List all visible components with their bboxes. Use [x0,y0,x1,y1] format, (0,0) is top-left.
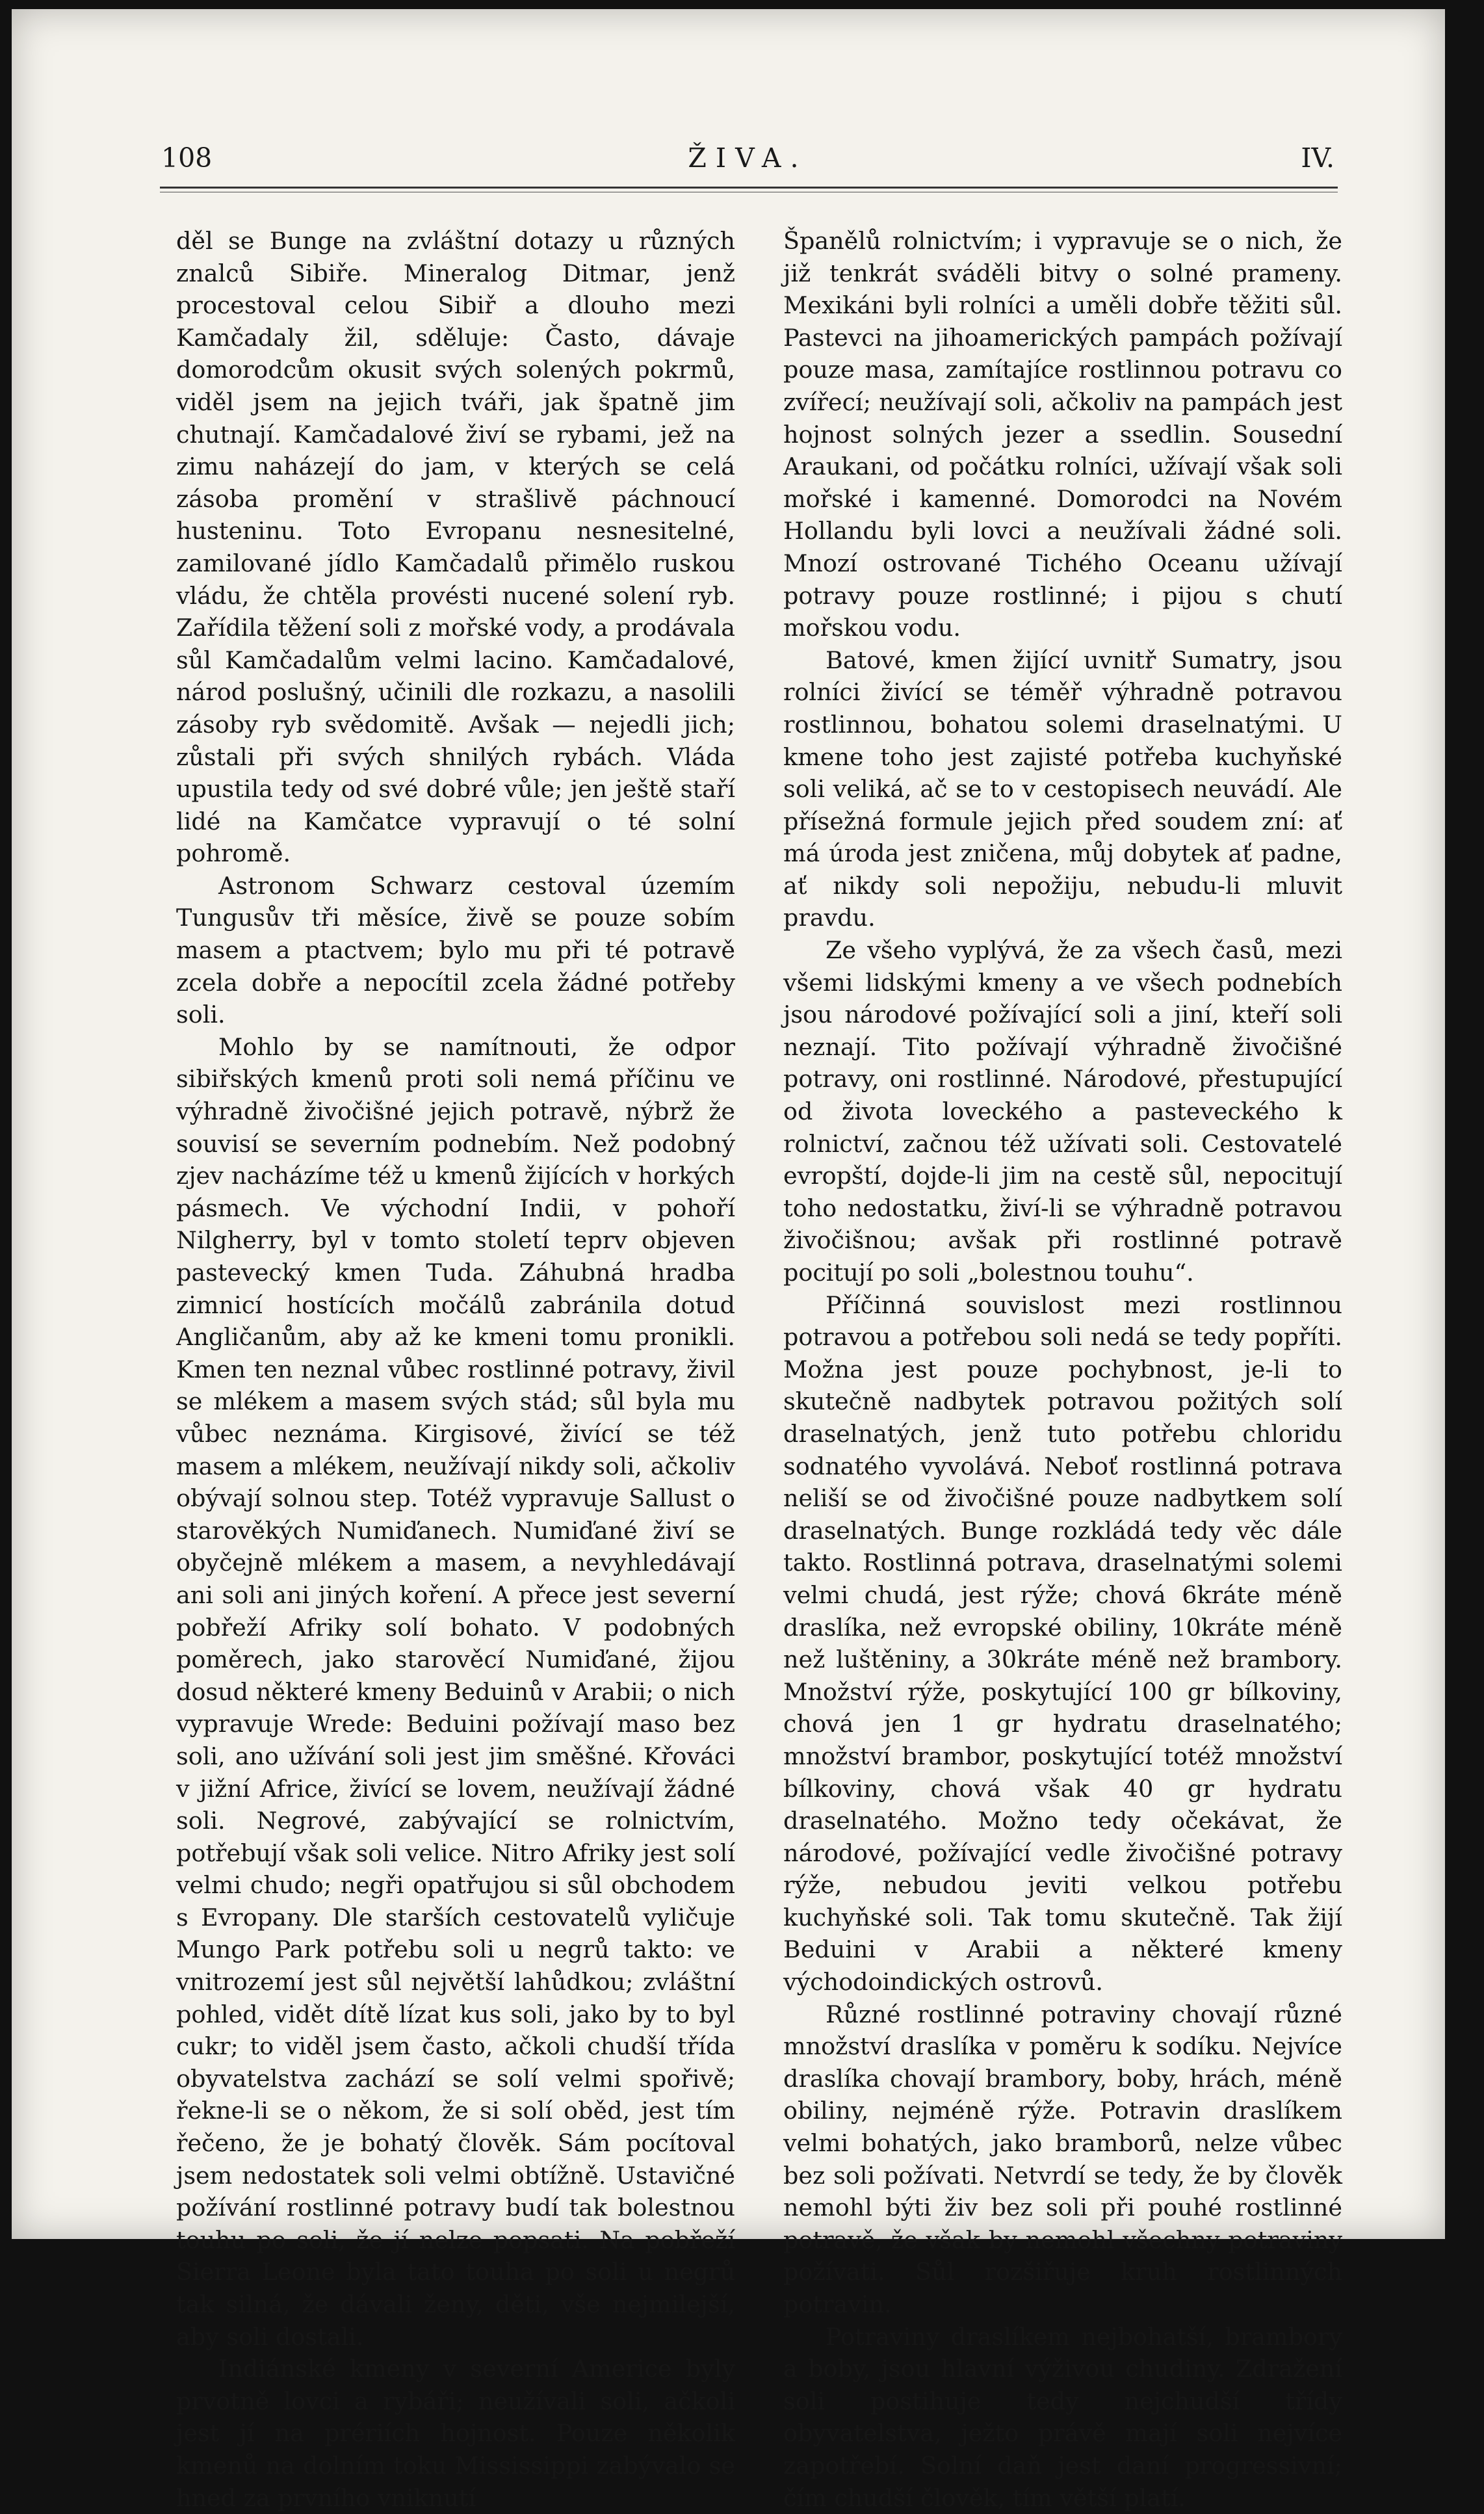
paragraph: Potraviny draslíkem nejbohatší, brambory a boby, jsou hlavní výživou chudiny. Zdražení soli postihuje tedy nejchudší třídy obyvatelstva, ježto právě mají soli nejvíce zapotřebí. Solní daň jest daní progressivní; čím chudší člověk, tím větší platí. [783,2322,1342,2512]
running-header [161,142,1334,188]
journal-title: ŽIVA. [688,142,808,174]
paragraph: Batové, kmen žijící uvnitř Sumatry, jsou rolníci živící se téměř výhradně potravou rostlinnou, bohatou solemi draselnatými. U kmene toho jest zajisté potřeba kuchyňské soli veliká, ač se to v cestopisech neuvádí. Ale přísežná formule jejich před soudem zní: ať má úroda jest zničena, můj dobytek ať padne, ať nikdy soli nepožiju, nebudu-li mluvit pravdu. [783,646,1342,932]
paragraph: Indiánské kmeny v severní Americe byly prvotně lovci a rybáři; neužívali soli, ačkoli jest jí na prériích hojnost. Pouze několik kmenů na dolním toku Mississippi zabývalo se hned za prvního vniknutí [176,2355,735,2512]
page-number: 108 [161,142,213,174]
paragraph: Příčinná souvislost mezi rostlinnou potravou a potřebou soli nedá se tedy popříti. Možna jest pouze pochybnost, je-li to skutečně nadbytek potravou požitých solí draselnatých, jenž tuto potřebu chloridu sodnatého vyvolává. Neboť rostlinná potrava neliší se od živočišné pouze nadbytkem solí draselnatých. Bunge rozkládá tedy věc dále takto. Rostlinná potrava, draselnatými solemi velmi chudá, jest rýže; chová 6kráte méně draslíka, než evropské obiliny, 10kráte méně než luštěniny, a 30kráte méně než brambory. Množství rýže, poskytující 100 gr bílkoviny, chová jen 1 gr hydratu draselnatého; množství brambor, poskytující totéž množství bílkoviny, chová však 40 gr hydratu draselnatého. Možno tedy očekávat, že národové, požívající vedle živočišné potravy rýže, nebudou jeviti velkou potřebu kuchyňské soli. Tak tomu skutečně. Tak žijí Beduini v Arabii a některé kmeny východoindických ostrovů. [783,1290,1342,1997]
volume-number: IV. [1301,142,1334,174]
paragraph: Mohlo by se namítnouti, že odpor sibiřských kmenů proti soli nemá příčinu ve výhradně živočišné jejich potravě, nýbrž že souvisí se severním podnebím. Než podobný zjev nacházíme též u kmenů žijících v horkých pásmech. Ve východní Indii, v pohoří Nilgherry, byl v tomto století teprv objeven pastevecký kmen Tuda. Záhubná hradba zimnicí hostících močálů zabránila dotud Angličanům, aby až ke kmeni tomu pronikli. Kmen ten neznal vůbec rostlinné potravy, živil se mlékem a masem svých stád; sůl byla mu vůbec neznáma. Kirgisové, živící se též masem a mlékem, neužívají nikdy soli, ačkoliv obývají solnou step. Totéž vypravuje Sallust o starověkých Numiďanech. Numiďané živí se obyčejně mlékem a masem, a nevyhledávají ani soli ani jiných koření. A přece jest severní pobřeží Afriky solí bohato. V podobných poměrech, jako starověcí Numiďané, žijou dosud některé kmeny Beduinů v Arabii; o nich vypravuje Wrede: Beduini požívají maso bez soli, ano užívání soli jest jim směšné. Křováci v jižní Africe, živící se lovem, neužívají žádné soli. Negrové, zabývající se rolnictvím, potřebují však soli velice. Nitro Afriky jest solí velmi chudo; negři opatřujou si sůl obchodem s Evropany. Dle starších cestovatelů vyličuje Mungo Park potřebu soli u negrů takto: ve vnitrozemí jest sůl největší lahůdkou; zvláštní pohled, vidět dítě lízat kus soli, jako by to byl cukr; to viděl jsem často, ačkoli chudší třída obyvatelstva zachází se solí velmi spořivě; řekne-li se o někom, že si solí oběd, jest tím řečeno, že je bohatý člověk. Sám pocítoval jsem nedostatek soli velmi obtížně. Ustavičné požívání rostlinné potravy budí tak bolestnou touhu po soli, že jí nelze popsati. Na pobřeží Sierra Leone byla tato touha po soli u negrů tak silná, že dávali ženy, děti, vše nejmilejší, aby soli dostali. [176,1032,735,2351]
page [12,9,1445,2512]
paragraph: děl se Bunge na zvláštní dotazy u různých znalců Sibiře. Mineralog Ditmar, jenž procestoval celou Sibiř a dlouho mezi Kamčadaly žil, sděluje: Často, dávaje domorodcům okusit svých solených pokrmů, viděl jsem na jejich tváři, jak špatně jim chutnají. Kamčadalové živí se rybami, jež na zimu naházejí do jam, v kterých se celá zásoba promění v strašlivě páchnoucí husteninu. Toto Evropanu nesnesitelné, zamilované jídlo Kamčadalů přimělo ruskou vládu, že chtěla provésti nucené solení ryb. Zařídila těžení soli z mořské vody, a prodávala sůl Kamčadalům velmi lacino. Kamčadalové, národ poslušný, učinili dle rozkazu, a nasolili zásoby ryb svědomitě. Avšak — nejedli jich; zůstali při svých shnilých rybách. Vláda upustila tedy od své dobré vůle; jen ještě staří lidé na Kamčatce vypravují o té solní pohromě. [176,227,735,868]
paragraph: Různé rostlinné potraviny chovají různé množství draslíka v poměru k sodíku. Nejvíce draslíka chovají brambory, boby, hrách, méně obiliny, nejméně rýže. Potravin draslíkem velmi bohatých, jako bramborů, nelze vůbec bez soli požívati. Netvrdí se tedy, že by člověk nemohl býti živ bez soli při pouhé rostlinné potravě, že však by nemohl všechny potraviny požívati. Sůl rozšiřuje kruh rostlinných potravin. [783,2000,1342,2318]
paragraph: Ze všeho vyplývá, že za všech časů, mezi všemi lidskými kmeny a ve všech podnebích jsou národové požívající soli a jiní, kteří soli neznají. Tito požívají výhradně živočišné potravy, oni rostlinné. Národové, přestupující od života loveckého a pasteveckého k rolnictví, začnou též užívati soli. Cestovatelé evropští, dojde-li jim na cestě sůl, nepocitují toho nedostatku, živí-li se výhradně potravou živočišnou; avšak při rostlinné potravě pocitují po soli „bolestnou touhu“. [783,936,1342,1287]
left-column [176,225,735,2514]
right-column [783,225,1342,2514]
paragraph: Španělů rolnictvím; i vypravuje se o nich, že již tenkrát sváděli bitvy o solné prameny. Mexikáni byli rolníci a uměli dobře těžiti sůl. Pastevci na jihoamerických pampách požívají pouze masa, zamítajíce rostlinnou potravu co zvířecí; neužívají soli, ačkoliv na pampách jest hojnost solných jezer a ssedlin. Sousední Araukani, od počátku rolníci, užívají však soli mořské i kamenné. Domorodci na Novém Hollandu byli lovci a neužívali žádné soli. Mnozí ostrované Tichého Oceanu užívají potravy pouze rostlinné; i pijou s chutí mořskou vodu. [783,227,1342,642]
header-rule [160,187,1338,189]
paragraph: Astronom Schwarz cestoval územím Tungusův tři měsíce, živě se pouze sobím masem a ptactvem; bylo mu při té potravě zcela dobře a nepocítil zcela žádné potřeby soli. [176,871,735,1029]
